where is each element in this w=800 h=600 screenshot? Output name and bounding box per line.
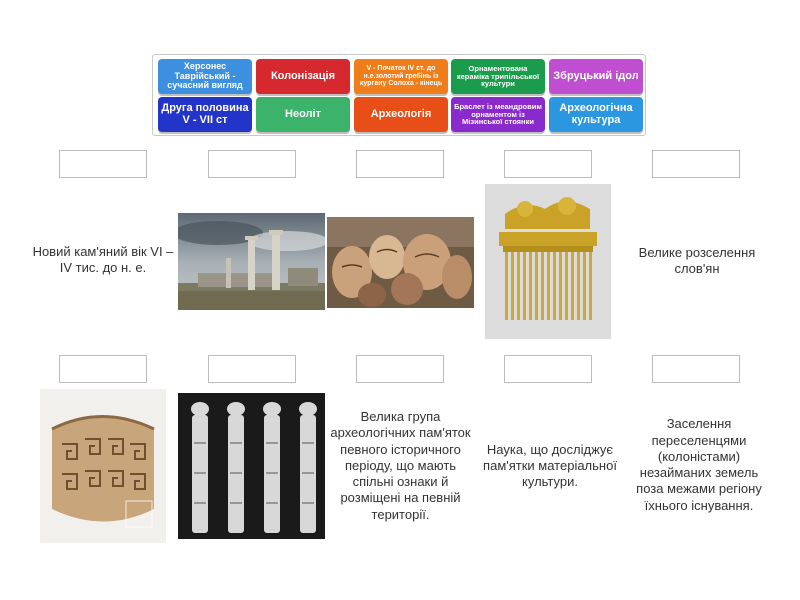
drop-zone-5[interactable] — [652, 150, 740, 178]
answer-tray — [152, 54, 646, 136]
tile-archaeological-culture[interactable]: Археологічна культура — [549, 97, 643, 132]
tile-chersonesus[interactable]: Херсонес Таврійський - сучасний вигляд — [158, 59, 252, 94]
tile-golden-comb[interactable]: V - Початок IV ст. до н.е.золотий гребінь із кургану Солоха - кінець — [354, 59, 448, 94]
drop-zone-9[interactable] — [504, 355, 592, 383]
drop-zone-2[interactable] — [208, 150, 296, 178]
drop-zone-6[interactable] — [59, 355, 147, 383]
clue-archaeological-culture: Велика група археологічних пам'яток певного історичного періоду, що мають спільні ознаки й розміщені на певній території. — [330, 409, 471, 522]
tile-zbruch-idol[interactable]: Збруцький ідол — [549, 59, 643, 94]
tile-neolithic[interactable]: Неоліт — [256, 97, 350, 132]
tile-trypillia-pottery[interactable]: Орнаментована кераміка трипільської культури — [451, 59, 545, 94]
tile-meander-bracelet[interactable]: Браслет із меандровим орнаментом із Мізинської стоянки — [451, 97, 545, 132]
drop-zone-8[interactable] — [356, 355, 444, 383]
image-meander-bracelet — [40, 389, 166, 543]
image-trypillia-pottery — [327, 217, 474, 308]
clue-colonization: Заселення переселенцями (колоністами) незайманих земель поза межами регіону їхнього існування. — [636, 416, 762, 513]
tile-archaeology[interactable]: Археологія — [354, 97, 448, 132]
clue-archaeology: Наука, що досліджує пам'ятки матеріальної культури. — [483, 441, 617, 490]
clue-neolithic: Новий кам'яний вік VI – IV тис. до н. е. — [32, 243, 174, 275]
tile-colonization[interactable]: Колонізація — [256, 59, 350, 94]
image-zbruch-idol — [178, 393, 325, 539]
image-golden-comb — [485, 184, 611, 339]
drop-zone-1[interactable] — [59, 150, 147, 178]
tile-second-half-v-vii[interactable]: Друга половина V - VII ст — [158, 97, 252, 132]
drop-zone-4[interactable] — [504, 150, 592, 178]
drop-zone-3[interactable] — [356, 150, 444, 178]
clue-slavic-migration: Велике розселення слов'ян — [638, 244, 756, 276]
drop-zone-10[interactable] — [652, 355, 740, 383]
drop-zone-7[interactable] — [208, 355, 296, 383]
image-chersonesus-ruins — [178, 213, 325, 310]
